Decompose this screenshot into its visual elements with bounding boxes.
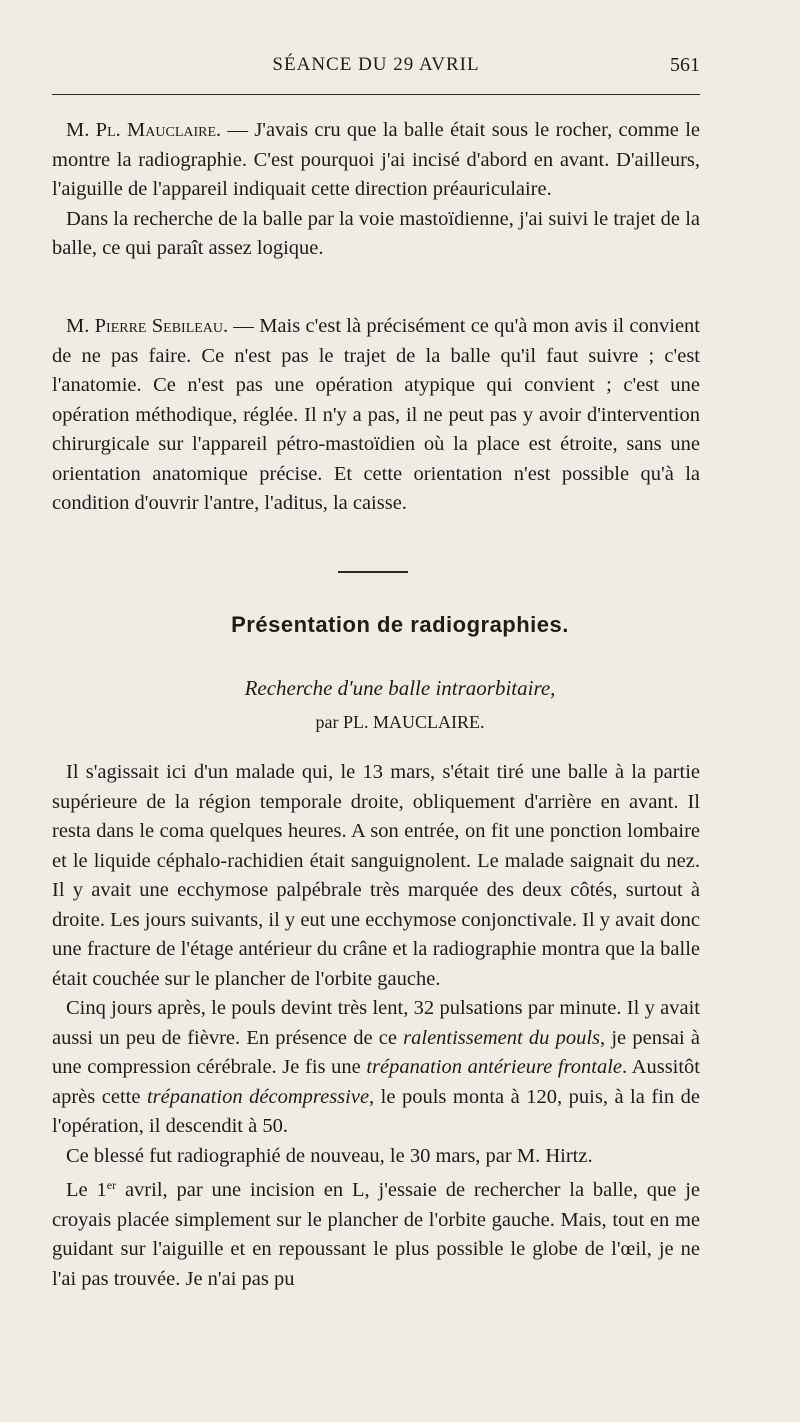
- case-report: [52, 758, 700, 1294]
- text-run: Cinq jours après, le pouls devint très lent, 32 pulsations par minute. Il y avait aussi un peu de fièvre. En présence de ce: [52, 997, 700, 1049]
- speaker-name: M. Pl. Mauclaire.: [66, 119, 222, 141]
- discussion-mauclaire: [52, 116, 700, 264]
- italic-term: ralentissement du pouls: [403, 1026, 601, 1049]
- discussion-sebileau: [52, 312, 700, 519]
- superscript: er: [106, 1178, 117, 1192]
- section-heading: Présentation de radiographies.: [231, 612, 569, 637]
- paragraph: Ce blessé fut radiographié de nouveau, le 30 mars, par M. Hirtz.: [66, 1144, 593, 1167]
- section-divider: [338, 571, 408, 573]
- section-subtitle: Recherche d'une balle intraorbitaire,: [244, 676, 556, 700]
- italic-term: trépanation décompressive: [146, 1085, 370, 1108]
- paragraph: Il s'agissait ici d'un malade qui, le 13 mars, s'était tiré une balle à la partie supérieure de la région temporale droite, obliquement d'arrière en avant. Il resta dans le coma quelques heures. A son entrée, on fit une ponction lombaire et le liquide céphalo-rachidien était sanguignolent. Le malade saignait du nez. Il y avait une ecchymose palpébrale très marquée des deux côtés, surtout à droite. Les jours suivants, il y eut une ecchymose conjonctivale. Il y avait donc une fracture de l'étage antérieur du crâne et la radiographie montra que la balle était couchée sur le plancher de l'orbite gauche.: [52, 761, 700, 990]
- text-run: . Aussitôt après cette: [52, 1056, 701, 1108]
- text-run: , le pouls monta à 120, puis, à la fin de l'opération, il descendit à 50.: [52, 1085, 700, 1137]
- text-run: avril, par une incision en L, j'essaie de rechercher la balle, que je croyais placée simplement sur le plancher de l'orbite gauche. Mais, tout en me guidant sur l'aiguille et en repoussant le plus possible le globe de l'œil, je ne l'ai pas trouvée. Je n'ai pas pu: [52, 1179, 701, 1290]
- paragraph: [52, 1171, 700, 1294]
- running-title: SÉANCE DU 29 AVRIL: [272, 54, 480, 75]
- speaker-name: M. Pierre Sebileau.: [66, 315, 229, 337]
- page-header: [52, 50, 700, 86]
- paragraph: [52, 994, 700, 1142]
- paragraph-text: — Mais c'est là précisément ce qu'à mon avis il convient de ne pas faire. Ce n'est pas le trajet de la balle qu'il faut suivre ; c'est l'anatomie. Ce n'est pas une opération atypique qui convient ; c'est une opération méthodique, réglée. Il n'y a pas, il ne peut pas y avoir d'intervention chirurgicale sur l'appareil pétro-mastoïdien où la place est étroite, sans une orientation anatomique précise. Et cette orientation n'est possible qu'à la condition d'ouvrir l'antre, l'aditus, la caisse.: [52, 315, 700, 514]
- header-rule: [52, 94, 700, 95]
- text-run: Le 1: [66, 1179, 107, 1201]
- paragraph: [52, 116, 700, 205]
- paragraph: [52, 312, 700, 519]
- text-run: , je pensai à une compression cérébrale. Je fis une: [52, 1026, 701, 1078]
- byline: par PL. MAUCLAIRE.: [315, 712, 485, 732]
- paragraph-text: — J'avais cru que la balle était sous le rocher, comme le montre la radiographie. C'est pourquoi j'ai incisé d'abord en avant. D'ailleurs, l'aiguille de l'appareil indiquait cette direction préauriculaire.: [52, 119, 700, 200]
- page-number: 561: [670, 54, 700, 76]
- italic-term: trépanation antérieure frontale: [366, 1056, 623, 1078]
- paragraph: Dans la recherche de la balle par la voie mastoïdienne, j'ai suivi le trajet de la balle, ce qui paraît assez logique.: [52, 207, 700, 259]
